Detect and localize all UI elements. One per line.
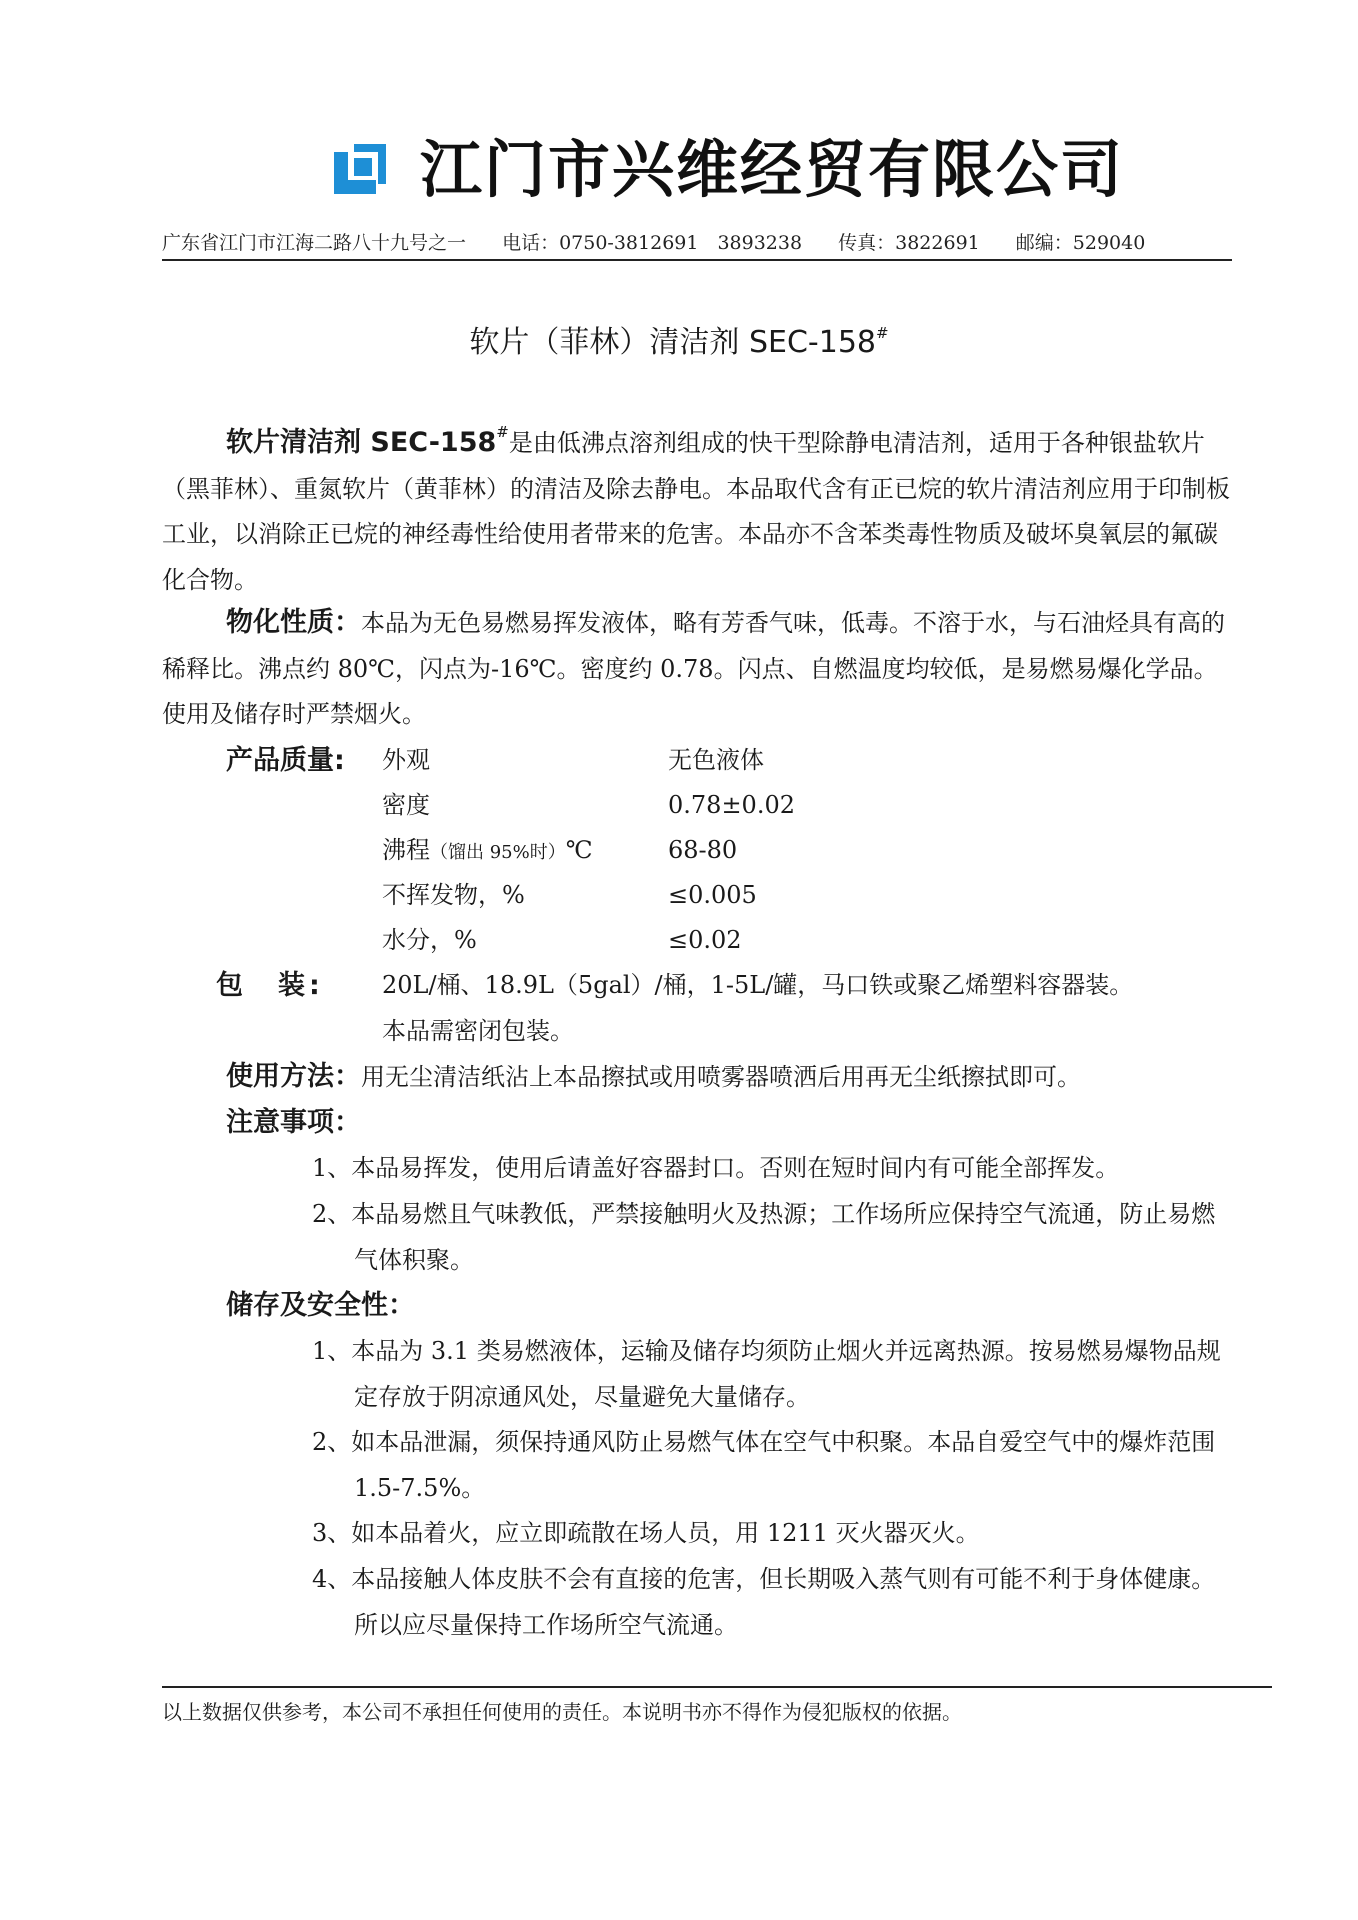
quality-row-name: 水分，% xyxy=(382,926,477,954)
notes-item: 1、本品易挥发，使用后请盖好容器封口。否则在短时间内有可能全部挥发。 xyxy=(312,1154,1120,1182)
storage-item: 1、本品为 3.1 类易燃液体，运输及储存均须防止烟火并远离热源。按易燃易爆物品规定存放于阴凉通风处，尽量避免大量储存。 xyxy=(312,1337,1221,1411)
packaging-line: 本品需密闭包装。 xyxy=(382,1016,574,1045)
company-logo-icon xyxy=(328,138,392,202)
company-address: 广东省江门市江海二路八十九号之一 xyxy=(162,232,467,254)
document-title xyxy=(0,313,1358,363)
quality-row-name: 不挥发物，% xyxy=(382,881,525,909)
packaging-label: 包 装: xyxy=(216,970,324,1001)
quality-row-value: ≤0.02 xyxy=(668,926,742,954)
company-phone: 电话：0750-3812691 3893238 xyxy=(502,232,803,254)
usage-section xyxy=(226,1054,1236,1100)
usage-label: 使用方法： xyxy=(226,1061,361,1092)
document-title-mark: # xyxy=(876,324,889,342)
properties-label: 物化性质： xyxy=(226,607,361,638)
properties-text: 本品为无色易燃易挥发液体，略有芳香气味，低毒。不溶于水，与石油烃具有高的稀释比。沸点约 80℃，闪点为-16℃。密度约 0.78。闪点、自燃温度均较低，是易燃易爆化学品。使用及储存时严禁烟火。 xyxy=(162,609,1225,728)
footer-divider xyxy=(162,1686,1272,1688)
intro-lead: 软片清洁剂 SEC-158 xyxy=(226,427,497,458)
intro-text: 是由低沸点溶剂组成的快干型除静电清洁剂，适用于各种银盐软片（黑菲林）、重氮软片（黄菲林）的清洁及除去静电。本品取代含有正已烷的软片清洁剂应用于印制板工业，以消除正已烷的神经毒性给使用者带来的危害。本品亦不含苯类毒性物质及破坏臭氧层的氟碳化合物。 xyxy=(162,429,1230,594)
intro-paragraph xyxy=(162,410,1232,603)
usage-text: 用无尘清洁纸沾上本品擦拭或用喷雾器喷洒后用再无尘纸擦拭即可。 xyxy=(361,1063,1081,1091)
quality-row-name: 外观 xyxy=(382,746,430,774)
notes-item: 2、本品易燃且气味教低，严禁接触明火及热源；工作场所应保持空气流通，防止易燃气体积聚。 xyxy=(312,1200,1216,1274)
footer-disclaimer: 以上数据仅供参考，本公司不承担任何使用的责任。本说明书亦不得作为侵犯版权的依据。 xyxy=(162,1700,962,1724)
storage-label: 储存及安全性： xyxy=(226,1290,415,1321)
storage-item: 3、如本品着火，应立即疏散在场人员，用 1211 灭火器灭火。 xyxy=(312,1519,980,1547)
quality-row-value: 0.78±0.02 xyxy=(668,791,795,819)
document-title-text: 软片（菲林）清洁剂 SEC-158 xyxy=(469,325,876,360)
storage-item: 4、本品接触人体皮肤不会有直接的危害，但长期吸入蒸气则有可能不利于身体健康。所以应尽量保持工作场所空气流通。 xyxy=(312,1565,1216,1639)
quality-row-name: 密度 xyxy=(382,791,430,819)
packaging-line: 20L/桶、18.9L（5gal）/桶，1-5L/罐，马口铁或聚乙烯塑料容器装。 xyxy=(382,971,1134,999)
quality-row-value: ≤0.005 xyxy=(668,881,757,909)
quality-row-value: 无色液体 xyxy=(668,746,764,774)
contact-line xyxy=(162,230,1232,261)
packaging-text xyxy=(382,963,1232,1054)
quality-row-value: 68-80 xyxy=(668,836,738,864)
quality-row-name: 沸程（馏出 95%时）℃ xyxy=(382,836,593,864)
company-fax: 传真：3822691 xyxy=(838,232,980,254)
quality-label: 产品质量: xyxy=(226,745,345,776)
storage-item: 2、如本品泄漏，须保持通风防止易燃气体在空气中积聚。本品自爱空气中的爆炸范围 1.5-7.5%。 xyxy=(312,1428,1216,1502)
notes-label: 注意事项： xyxy=(226,1107,361,1138)
intro-mark: # xyxy=(496,423,509,441)
company-name: 江门市兴维经贸有限公司 xyxy=(420,133,1125,206)
company-postcode: 邮编：529040 xyxy=(1015,232,1146,254)
properties-paragraph xyxy=(162,600,1232,738)
